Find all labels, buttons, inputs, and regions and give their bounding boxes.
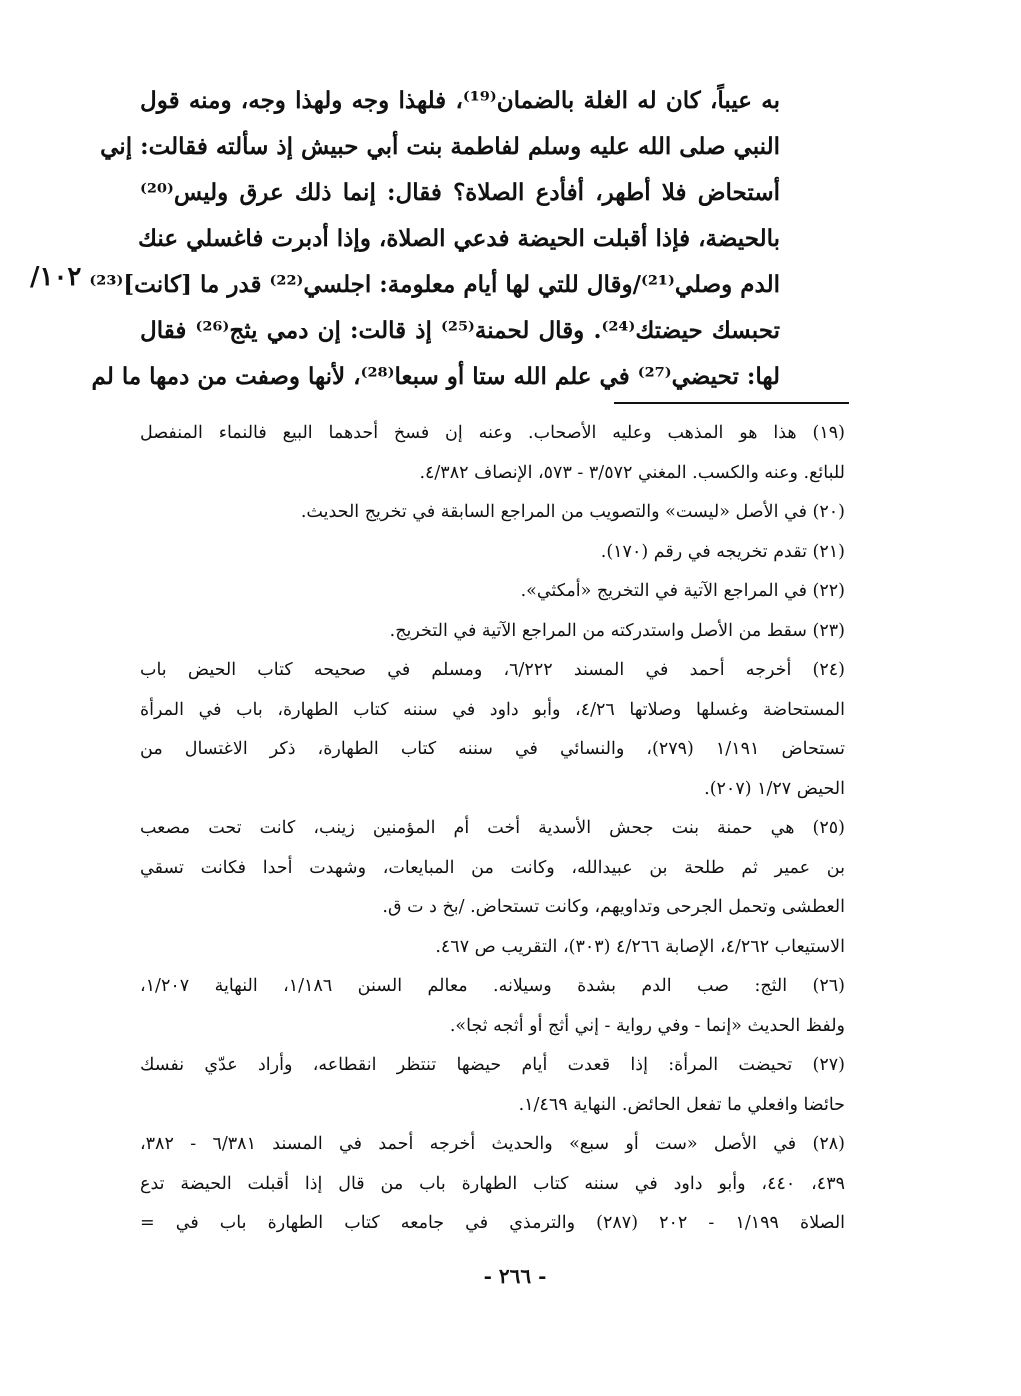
manuscript-folio-marker: ١٠٢/ [30,262,82,292]
main-text-line: الدم وصلي⁽²¹⁾/وقال للتي لها أيام معلومة: اجلسي⁽²²⁾ قدر ما [كانت]⁽²³⁾ [89,271,780,298]
main-text-line: لها: تحيضي⁽²⁷⁾ في علم الله ستا أو سبعا⁽²⁸⁾، لأنها وصفت من دمها ما لم [91,363,780,390]
footnote-line: (٢٢) في المراجع الآتية في التخريج «أمكثي». [520,581,845,601]
main-text [89,78,780,400]
footnote-line: المستحاضة وغسلها وصلاتها ٤/٢٦، وأبو داود في سننه كتاب الطهارة، باب في المرأة [140,699,845,720]
footnote-line: (٢٣) سقط من الأصل واستدركته من المراجع الآتية في التخريج. [389,620,845,641]
footnote-line: ٤٣٩، ٤٤٠، وأبو داود في سننه كتاب الطهارة باب من قال إذا أقبلت الحيضة تدع [140,1173,845,1194]
footnote-line: الاستيعاب ٤/٢٦٢، الإصابة ٤/٢٦٦ (٣٠٣)، التقريب ص ٤٦٧. [435,936,845,957]
footnote-line: (٢١) تقدم تخريجه في رقم (١٧٠). [600,541,845,562]
footnote-line: (٢٧) تحيضت المرأة: إذا قعدت أيام حيضها تنتظر انقطاعه، وأراد عدّي نفسك [140,1055,845,1075]
main-text-line: به عيباً، كان له الغلة بالضمان⁽¹⁹⁾، فلهذا وجه ولهذا وجه، ومنه قول [140,87,780,114]
main-text-line: النبي صلى الله عليه وسلم لفاطمة بنت أبي حبيش إذ سألته فقالت: إني [100,133,780,160]
page-number: - ٢٦٦ - [483,1264,547,1288]
main-text-line: أستحاض فلا أطهر، أفأدع الصلاة؟ فقال: إنما ذلك عرق وليس⁽²⁰⁾ [140,179,780,206]
footnote-line: تستحاض ١/١٩١ (٢٧٩)، والنسائي في سننه كتاب الطهارة، ذكر الاغتسال من [140,739,845,759]
main-text-line: بالحيضة، فإذا أقبلت الحيضة فدعي الصلاة، وإذا أدبرت فاغسلي عنك [138,225,780,252]
footnote-line: الحيض ١/٢٧ (٢٠٧). [704,778,845,799]
footnote-line: حائضا وافعلي ما تفعل الحائض. النهاية ١/٤٦٩. [518,1094,845,1115]
footnote-line: (١٩) هذا هو المذهب وعليه الأصحاب. وعنه إن فسخ أحدهما البيع فالنماء المنفصل [140,423,845,443]
footnote-line: بن عمير ثم طلحة بن عبيدالله، وكانت من المبايعات، وشهدت أحدا فكانت تسقي [140,857,845,878]
footnote-line: العطشى وتحمل الجرحى وتداويهم، وكانت تستحاض. /بخ د ت ق. [382,897,845,917]
footnotes [140,414,845,1244]
footnote-line: (٢٠) في الأصل «ليست» والتصويب من المراجع السابقة في تخريج الحديث. [300,502,845,522]
footnote-line: للبائع. وعنه والكسب. المغني ٣/٥٧٢ - ٥٧٣، الإنصاف ٤/٣٨٢. [419,462,845,483]
footnote-line: الصلاة ١/١٩٩ - ٢٠٢ (٢٨٧) والترمذي في جامعه كتاب الطهارة باب في = [140,1213,845,1233]
footnote-line: ولفظ الحديث «إنما - وفي رواية - إني أثج أو أثجه ثجا». [449,1015,845,1036]
footnote-separator [614,402,849,404]
footnote-line: (٢٦) الثج: صب الدم بشدة وسيلانه. معالم السنن ١/١٨٦، النهاية ١/٢٠٧، [140,976,845,996]
footnote-line: (٢٨) في الأصل «ست أو سبع» والحديث أخرجه أحمد في المسند ٦/٣٨١ - ٣٨٢، [140,1134,845,1154]
footnote-line: (٢٥) هي حمنة بنت جحش الأسدية أخت أم المؤمنين زينب، كانت تحت مصعب [140,818,845,838]
main-text-line: تحبسك حيضتك⁽²⁴⁾. وقال لحمنة⁽²⁵⁾ إذ قالت: إن دمي يثج⁽²⁶⁾ فقال [140,317,780,344]
footnote-line: (٢٤) أخرجه أحمد في المسند ٦/٢٢٢، ومسلم في صحيحه كتاب الحيض باب [140,660,845,680]
